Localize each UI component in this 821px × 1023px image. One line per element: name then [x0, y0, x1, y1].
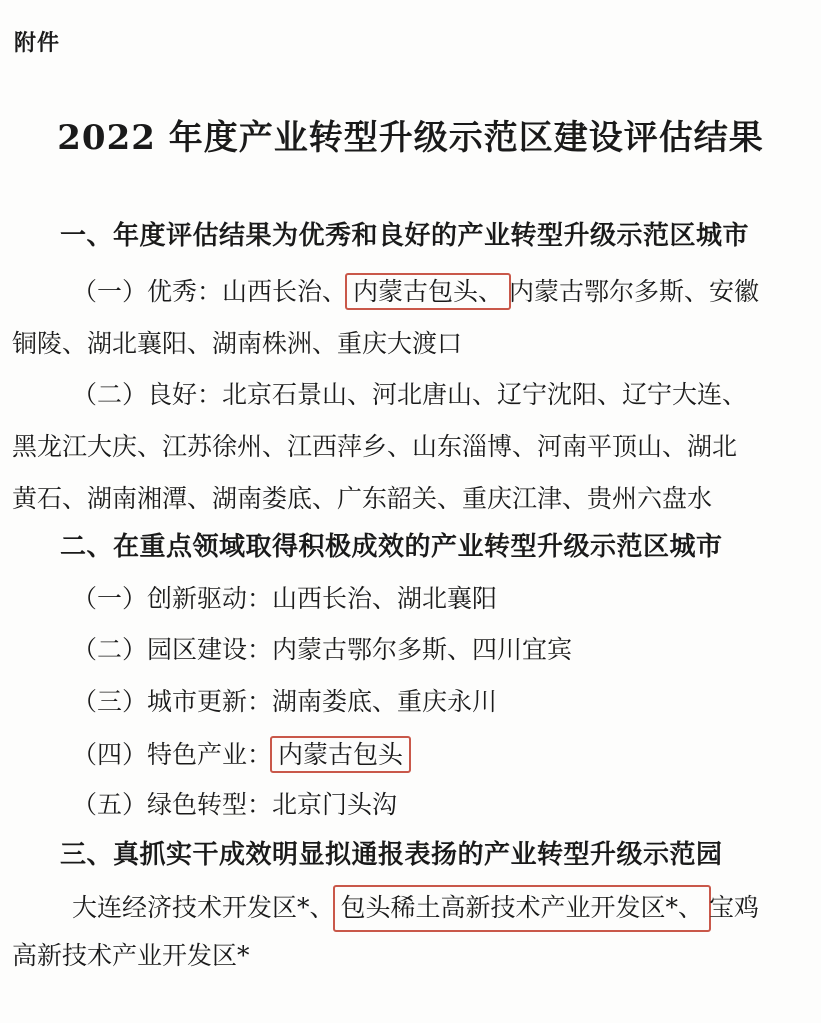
section3-line2: 高新技术产业开发区* — [12, 941, 250, 970]
document-title: 2022 年度产业转型升级示范区建设评估结果 — [57, 118, 764, 158]
section1-good-line1: （二）良好：北京石景山、河北唐山、辽宁沈阳、辽宁大连、 — [72, 380, 748, 409]
section1-excellent-line1 — [72, 275, 759, 309]
section3-heading: 三、真抓实干成效明显拟通报表扬的产业转型升级示范园 — [60, 840, 723, 870]
highlight-box-baotou-rare-earth: 包头稀土高新技术产业开发区*、 — [333, 885, 712, 932]
section1-good-line3: 黄石、湖南湘潭、湖南娄底、广东韶关、重庆江津、贵州六盘水 — [12, 484, 713, 513]
section2-item-urban-renewal: （三）城市更新：湖南娄底、重庆永川 — [72, 687, 498, 716]
section2-item-green: （五）绿色转型：北京门头沟 — [72, 790, 398, 819]
section1-excellent-line2: 铜陵、湖北襄阳、湖南株洲、重庆大渡口 — [12, 329, 463, 358]
section2-item-featured-industry — [72, 738, 409, 772]
section1-heading: 一、年度评估结果为优秀和良好的产业转型升级示范区城市 — [60, 221, 750, 251]
highlight-box-baotou-featured: 内蒙古包头 — [270, 736, 411, 773]
section2-heading: 二、在重点领域取得积极成效的产业转型升级示范区城市 — [60, 532, 723, 562]
section2-item-innovation: （一）创新驱动：山西长治、湖北襄阳 — [72, 584, 498, 613]
section3-prefix: 大连经济技术开发区*、 — [72, 893, 335, 922]
attachment-label: 附件 — [14, 31, 61, 56]
highlight-box-baotou: 内蒙古包头、 — [345, 273, 511, 310]
featured-industry-prefix: （四）特色产业： — [72, 740, 273, 769]
excellent-prefix: （一）优秀：山西长治、 — [72, 277, 348, 306]
section2-item-park: （二）园区建设：内蒙古鄂尔多斯、四川宜宾 — [72, 635, 573, 664]
excellent-rest: 内蒙古鄂尔多斯、安徽 — [509, 277, 760, 306]
section3-line1 — [72, 891, 759, 925]
section1-good-line2: 黑龙江大庆、江苏徐州、江西萍乡、山东淄博、河南平顶山、湖北 — [12, 432, 738, 461]
section3-rest: 宝鸡 — [709, 893, 760, 922]
